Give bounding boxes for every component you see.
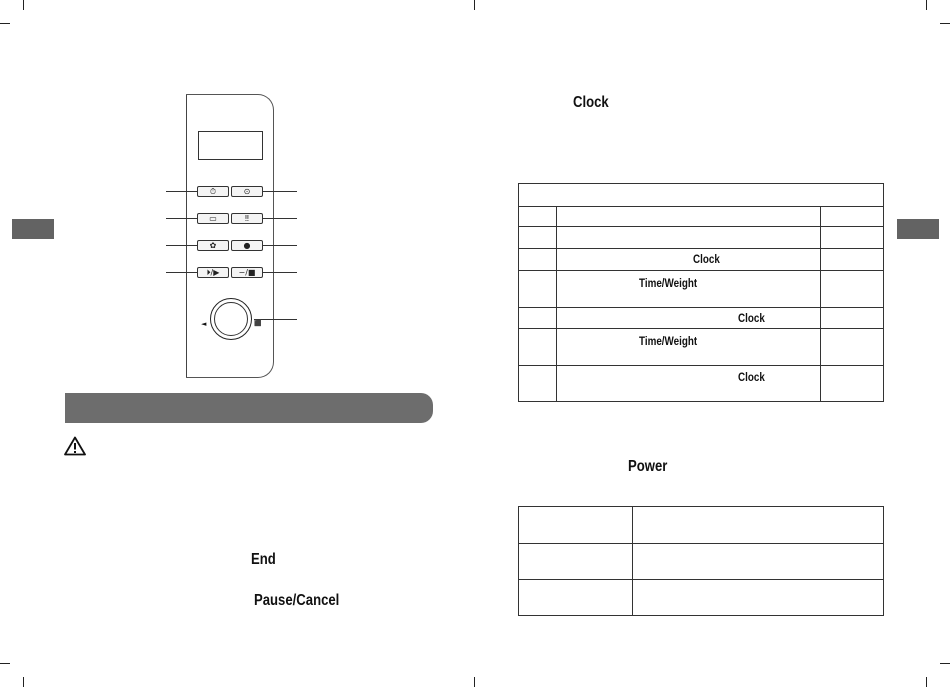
- table-header-cell: [519, 184, 884, 207]
- panel-key-1: ⏱: [197, 186, 229, 197]
- table-cell: [821, 249, 884, 271]
- table-row: [519, 184, 884, 207]
- table-cell: [821, 207, 884, 227]
- table-cell: [519, 227, 557, 249]
- table-cell: [519, 271, 557, 308]
- table-row: [519, 207, 884, 227]
- crop-mark: [23, 677, 24, 687]
- crop-mark: [23, 0, 24, 10]
- knob-left-mark: ◄: [201, 320, 207, 328]
- right-page-tab: [897, 219, 939, 239]
- table-cell: [821, 308, 884, 329]
- table-row: [519, 271, 884, 308]
- table-row: [519, 308, 884, 329]
- table-cell: [519, 544, 633, 580]
- table-cell-text: Time/Weight: [638, 334, 697, 348]
- power-heading: Power: [628, 458, 668, 475]
- table-row: [519, 227, 884, 249]
- table-row: [519, 507, 884, 544]
- crop-mark: [926, 0, 927, 10]
- section-banner: [65, 393, 433, 423]
- table-cell: [821, 227, 884, 249]
- crop-mark: [0, 663, 10, 664]
- table-cell: [556, 271, 821, 308]
- table-cell-text: Clock: [692, 252, 720, 266]
- table-cell: [556, 207, 821, 227]
- panel-key-5: ✿: [197, 240, 229, 251]
- crop-mark: [0, 23, 10, 24]
- table-cell: [556, 249, 821, 271]
- table-cell: [632, 507, 883, 544]
- table-cell: [632, 580, 883, 616]
- table-row: [519, 249, 884, 271]
- table-cell: [556, 366, 821, 402]
- warning-triangle-icon: [64, 436, 86, 456]
- table-cell-text: Time/Weight: [638, 276, 697, 290]
- leader-line: [166, 245, 197, 246]
- dial-knob-inner: [214, 302, 248, 336]
- table-cell: [556, 308, 821, 329]
- panel-key-8: −/■: [231, 267, 263, 278]
- end-word: End: [251, 551, 276, 568]
- table-cell: [519, 366, 557, 402]
- panel-key-7: ⏵/▶: [197, 267, 229, 278]
- table-cell: [519, 507, 633, 544]
- crop-mark: [940, 23, 950, 24]
- table-cell: [519, 249, 557, 271]
- crop-mark: [940, 663, 950, 664]
- table-cell-text: Clock: [737, 311, 765, 325]
- panel-key-3: ▭: [197, 213, 229, 224]
- leader-line: [166, 272, 197, 273]
- leader-line: [263, 245, 297, 246]
- leader-line: [263, 272, 297, 273]
- table-cell: [519, 207, 557, 227]
- panel-key-2: ⊙: [231, 186, 263, 197]
- table-row: [519, 329, 884, 366]
- panel-key-4: ‼: [231, 213, 263, 224]
- leader-line: [166, 218, 197, 219]
- leader-line: [263, 218, 297, 219]
- table-cell: [556, 227, 821, 249]
- table-cell: [821, 366, 884, 402]
- table-row: [519, 580, 884, 616]
- panel-display: [198, 131, 263, 160]
- table-cell: [519, 308, 557, 329]
- table-cell: [519, 580, 633, 616]
- table-cell: [632, 544, 883, 580]
- crop-mark: [474, 0, 475, 10]
- pause-cancel-word: Pause/Cancel: [254, 592, 340, 609]
- clock-heading: Clock: [573, 94, 609, 111]
- power-table: [518, 506, 884, 616]
- panel-key-6: ●: [231, 240, 263, 251]
- table-cell: [519, 329, 557, 366]
- table-row: [519, 366, 884, 402]
- table-cell: [556, 329, 821, 366]
- clock-steps-table: [518, 183, 884, 402]
- leader-line: [263, 191, 297, 192]
- leader-line: [166, 191, 197, 192]
- table-cell-text: Clock: [737, 370, 765, 384]
- table-cell: [821, 329, 884, 366]
- left-page-tab: [12, 219, 54, 239]
- crop-mark: [474, 677, 475, 687]
- crop-mark: [926, 677, 927, 687]
- table-cell: [821, 271, 884, 308]
- knob-right-mark: ⬛: [254, 320, 262, 327]
- table-row: [519, 544, 884, 580]
